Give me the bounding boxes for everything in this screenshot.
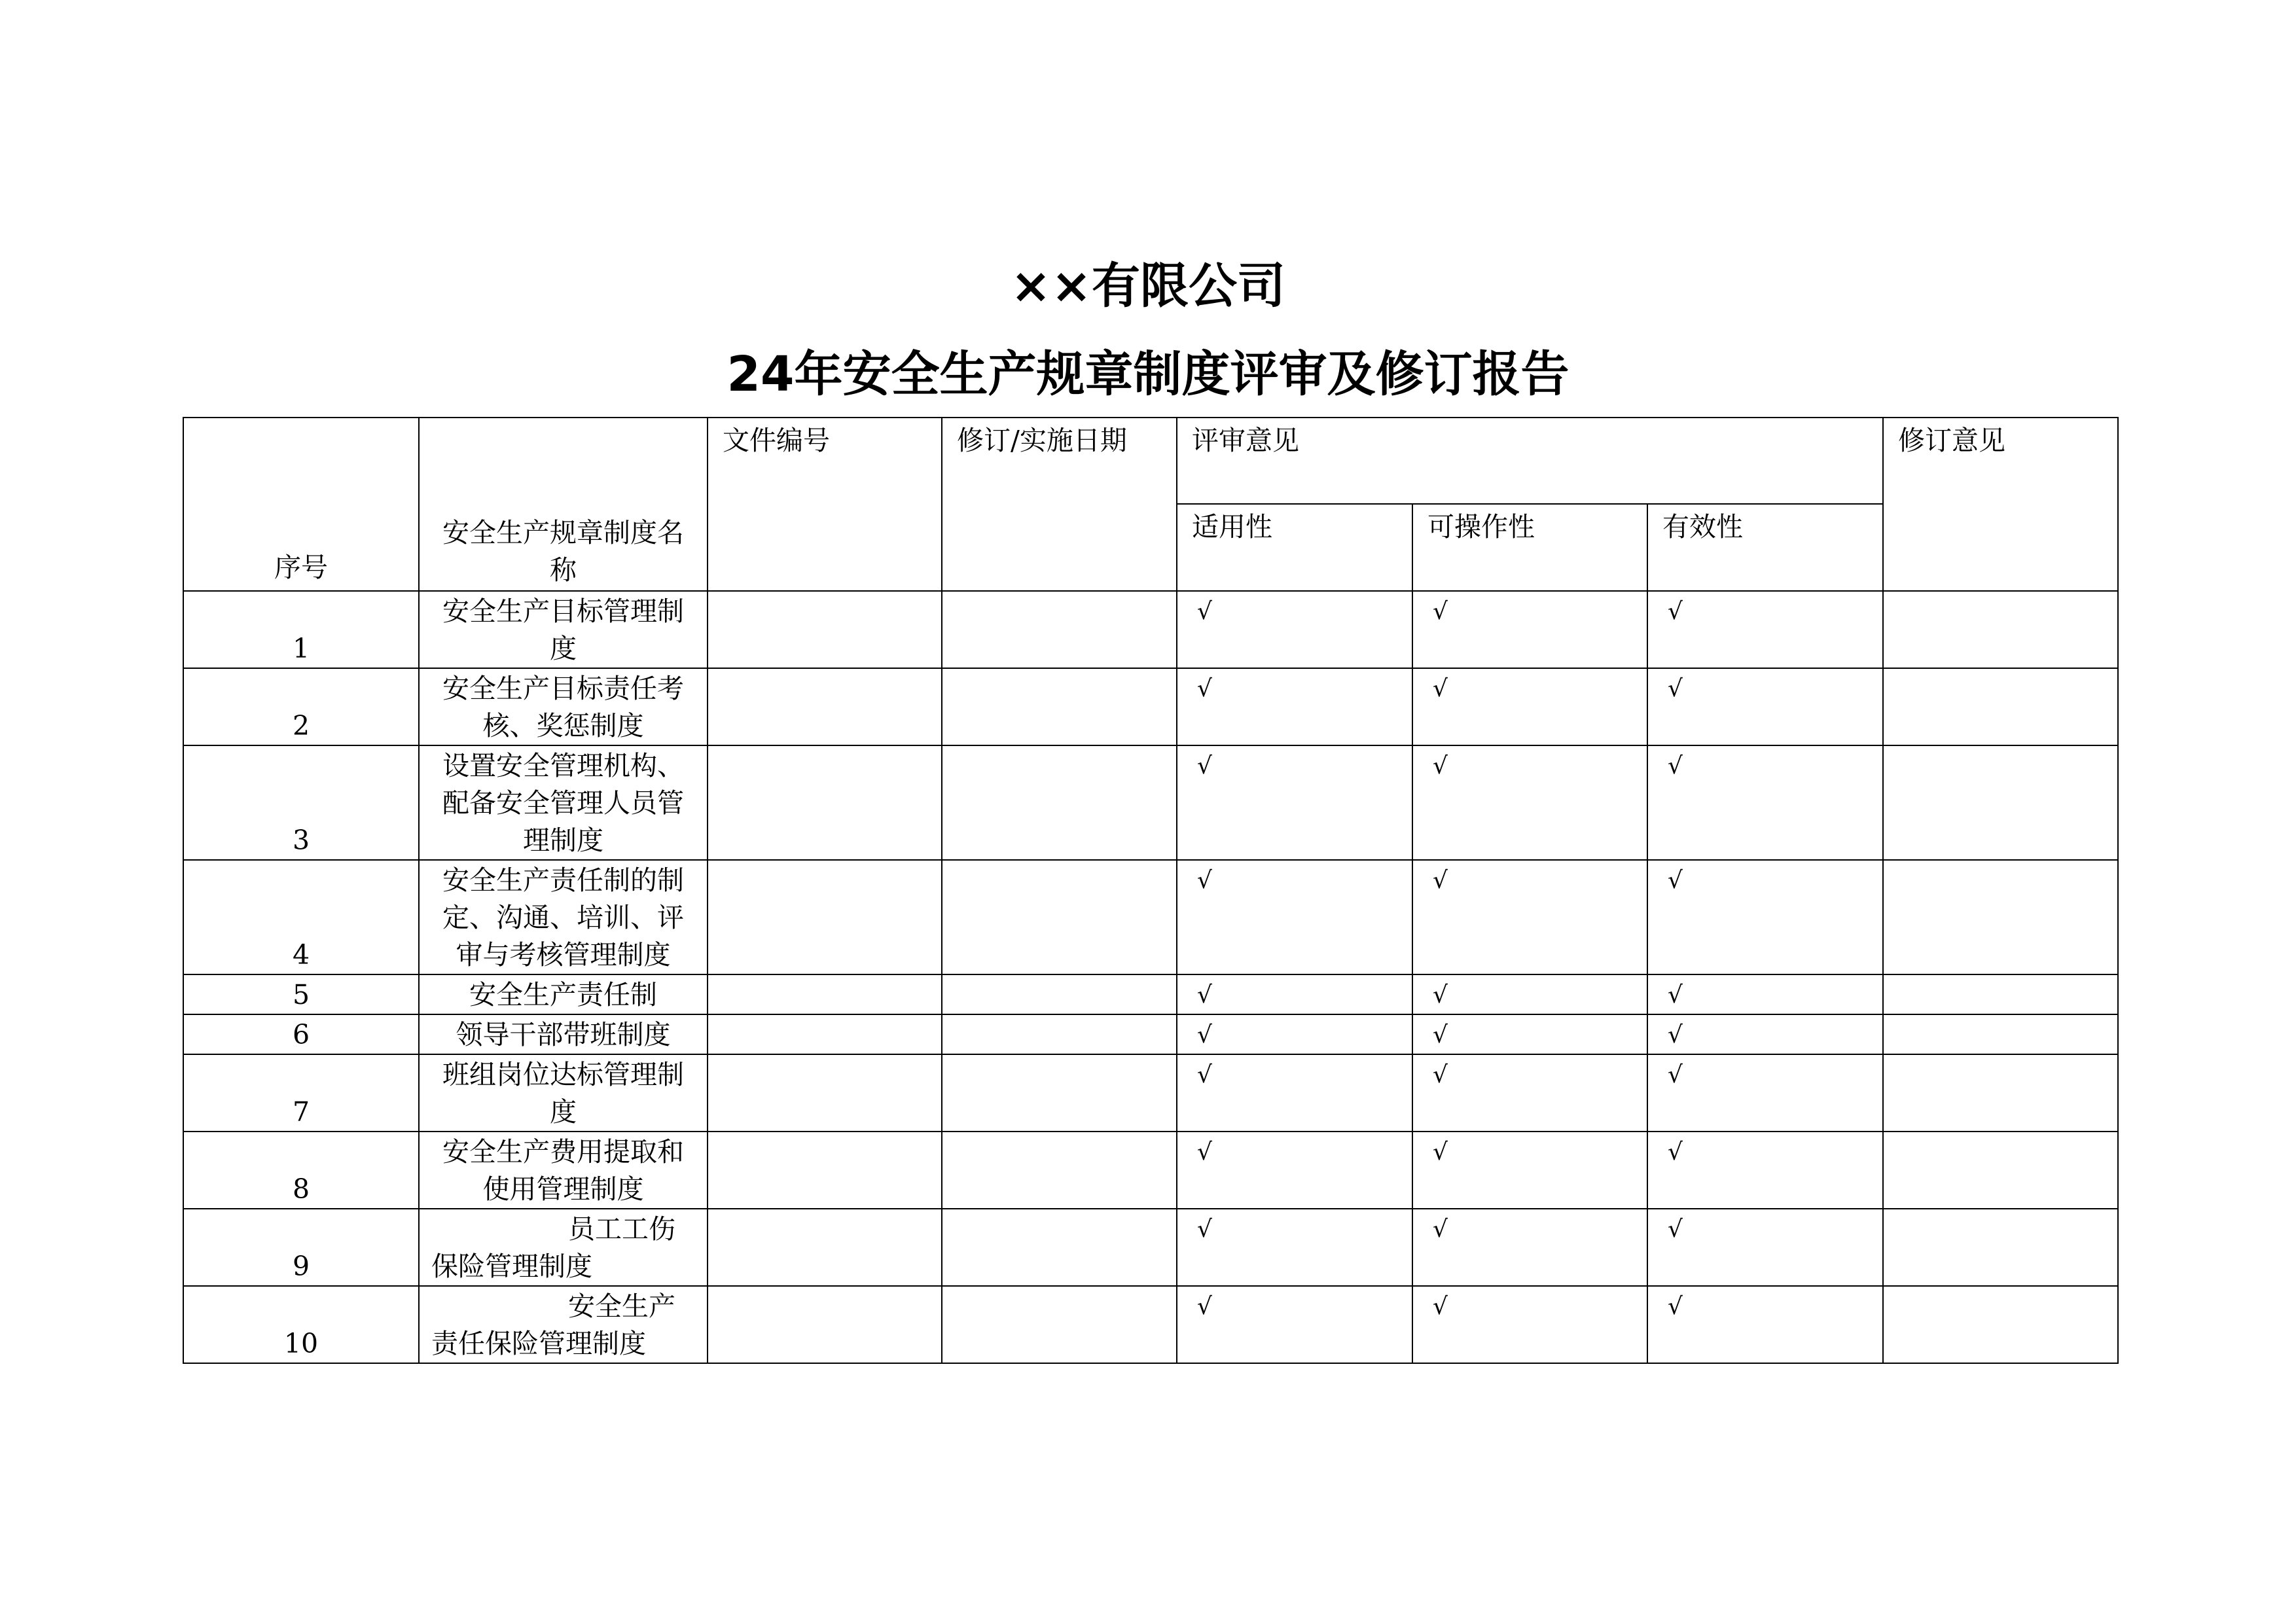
row-date [942,1286,1177,1363]
row-operability-check: √ [1412,591,1647,668]
row-applicability-check: √ [1177,1132,1412,1209]
header-date-label: 修订/实施日期 [957,425,1127,456]
row-effectiveness-check: √ [1647,745,1883,860]
row-applicability-check: √ [1177,668,1412,745]
table-row [183,1014,2118,1054]
row-operability-check: √ [1412,1132,1647,1209]
row-seq: 5 [183,974,419,1014]
row-seq: 8 [183,1132,419,1209]
row-date [942,1132,1177,1209]
row-date [942,1209,1177,1286]
row-name-part1: 安全生产 [568,1291,675,1322]
company-title: ××有限公司 [1010,258,1285,314]
table-row [183,860,2118,974]
row-applicability-check: √ [1177,1286,1412,1363]
row-applicability-check: √ [1177,1014,1412,1054]
row-revision [1883,974,2118,1014]
row-effectiveness-check: √ [1647,1286,1883,1363]
row-file-no [708,668,942,745]
row-seq: 10 [183,1286,419,1363]
row-file-no [708,860,942,974]
row-seq: 3 [183,745,419,860]
row-applicability-check: √ [1177,974,1412,1014]
header-review [1177,418,1883,504]
row-revision [1883,860,2118,974]
row-name [419,1209,708,1286]
row-file-no [708,1054,942,1132]
row-operability-check: √ [1412,745,1647,860]
row-operability-check: √ [1412,1286,1647,1363]
row-revision [1883,1054,2118,1132]
table-row [183,1286,2118,1363]
row-seq: 2 [183,668,419,745]
row-operability-check: √ [1412,1054,1647,1132]
row-name: 设置安全管理机构、配备安全管理人员管理制度 [419,745,708,860]
review-table [183,417,2119,1364]
row-date [942,860,1177,974]
header-applicability-label: 适用性 [1192,511,1272,543]
header-revision-label: 修订意见 [1898,425,2005,456]
header-file-no [708,418,942,591]
row-file-no [708,1209,942,1286]
row-date [942,1014,1177,1054]
row-operability-check: √ [1412,1209,1647,1286]
header-applicability [1177,504,1412,591]
header-effectiveness [1647,504,1883,591]
table-row [183,591,2118,668]
row-effectiveness-check: √ [1647,591,1883,668]
row-revision [1883,668,2118,745]
row-name: 安全生产目标管理制度 [419,591,708,668]
row-date [942,1054,1177,1132]
table-row [183,668,2118,745]
row-effectiveness-check: √ [1647,860,1883,974]
row-revision [1883,1014,2118,1054]
row-revision [1883,1286,2118,1363]
row-seq: 1 [183,591,419,668]
row-name: 安全生产费用提取和使用管理制度 [419,1132,708,1209]
row-revision [1883,591,2118,668]
row-effectiveness-check: √ [1647,1209,1883,1286]
row-applicability-check: √ [1177,1209,1412,1286]
row-revision [1883,745,2118,860]
row-date [942,745,1177,860]
header-seq [183,418,419,591]
row-file-no [708,974,942,1014]
row-effectiveness-check: √ [1647,668,1883,745]
row-applicability-check: √ [1177,860,1412,974]
row-file-no [708,1014,942,1054]
row-revision [1883,1132,2118,1209]
header-operability-label: 可操作性 [1427,511,1535,543]
row-file-no [708,745,942,860]
table-row [183,745,2118,860]
header-effectiveness-label: 有效性 [1662,511,1743,543]
row-name: 领导干部带班制度 [419,1014,708,1054]
header-name [419,418,708,591]
row-effectiveness-check: √ [1647,1014,1883,1054]
row-seq: 6 [183,1014,419,1054]
row-seq: 7 [183,1054,419,1132]
row-name: 安全生产目标责任考核、奖惩制度 [419,668,708,745]
header-file-no-label: 文件编号 [723,425,830,456]
row-operability-check: √ [1412,974,1647,1014]
header-review-label: 评审意见 [1192,425,1299,456]
row-date [942,591,1177,668]
row-operability-check: √ [1412,1014,1647,1054]
row-seq: 9 [183,1209,419,1286]
row-file-no [708,1286,942,1363]
row-seq: 4 [183,860,419,974]
row-name: 班组岗位达标管理制度 [419,1054,708,1132]
row-applicability-check: √ [1177,745,1412,860]
row-effectiveness-check: √ [1647,1132,1883,1209]
row-date [942,668,1177,745]
row-name-part1: 员工工伤 [568,1213,675,1245]
table-row [183,1209,2118,1286]
row-name: 安全生产责任制 [419,974,708,1014]
row-applicability-check: √ [1177,1054,1412,1132]
header-seq-label: 序号 [274,552,328,583]
table-row [183,1054,2118,1132]
header-operability [1412,504,1647,591]
row-file-no [708,1132,942,1209]
report-title: 24年安全生产规章制度评审及修订报告 [726,346,1570,402]
table-row [183,1132,2118,1209]
row-operability-check: √ [1412,860,1647,974]
row-name-part2: 责任保险管理制度 [431,1328,646,1359]
row-effectiveness-check: √ [1647,974,1883,1014]
row-operability-check: √ [1412,668,1647,745]
row-file-no [708,591,942,668]
table-row [183,974,2118,1014]
row-applicability-check: √ [1177,591,1412,668]
header-name-label: 安全生产规章制度名称 [442,517,684,586]
row-date [942,974,1177,1014]
row-name-part2: 保险管理制度 [431,1251,592,1282]
row-name: 安全生产责任制的制定、沟通、培训、评审与考核管理制度 [419,860,708,974]
header-revision [1883,418,2118,591]
row-name [419,1286,708,1363]
row-effectiveness-check: √ [1647,1054,1883,1132]
header-date [942,418,1177,591]
row-revision [1883,1209,2118,1286]
